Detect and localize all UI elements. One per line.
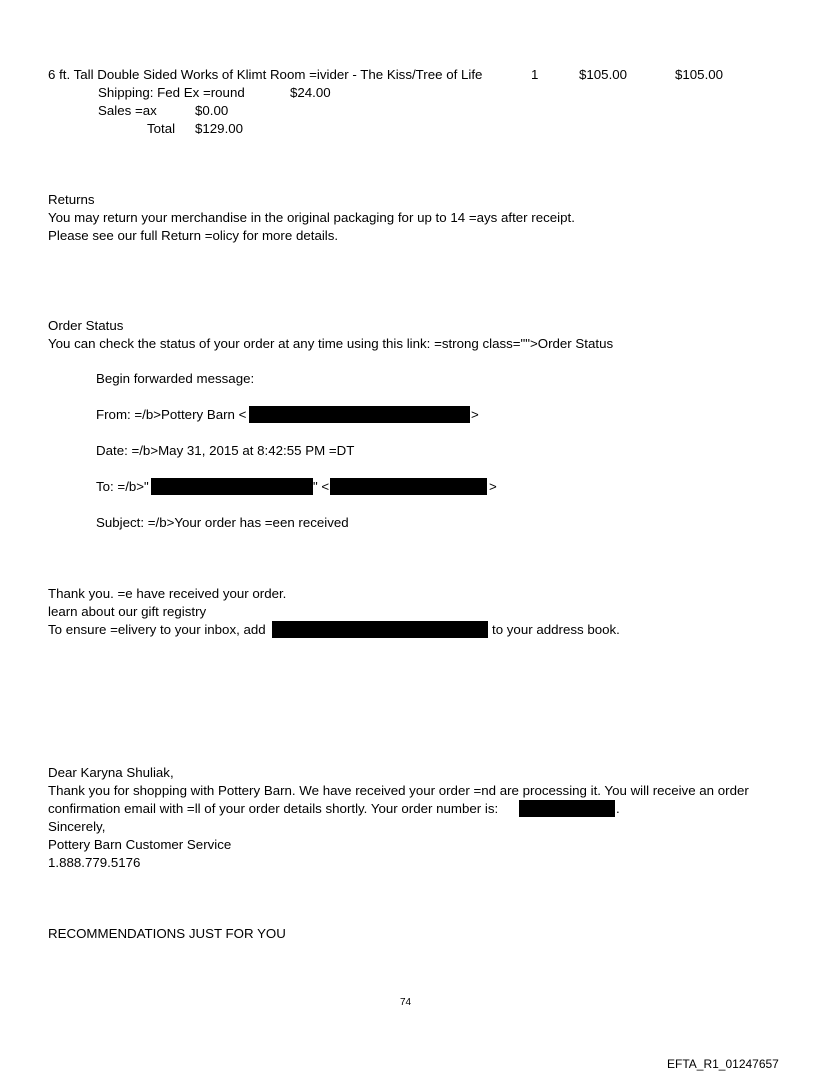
forward-to-prefix: To: =/b>"	[96, 479, 149, 494]
redaction-block	[249, 406, 470, 423]
redaction-block	[519, 800, 615, 817]
order-item-unit-price: $105.00	[579, 67, 628, 82]
forward-subject: Subject: =/b>Your order has =een received	[96, 515, 349, 530]
letter-body-line-1: Thank you for shopping with Pottery Barn. We have received your order =nd are processing it. You will receive an order	[48, 783, 749, 798]
forward-begin: Begin forwarded message:	[96, 371, 255, 386]
order-status-heading: Order Status	[48, 318, 124, 333]
gift-registry-link[interactable]: learn about our gift registry	[48, 604, 207, 619]
forward-from-prefix: From: =/b>Pottery Barn <	[96, 407, 247, 422]
order-item-qty: 1	[531, 67, 539, 82]
ensure-delivery-suffix: to your address book.	[492, 622, 620, 637]
returns-heading: Returns	[48, 192, 95, 207]
shipping-label: Shipping: Fed Ex =round	[98, 85, 245, 100]
total-label: Total	[147, 121, 176, 136]
redaction-block	[272, 621, 488, 638]
letter-phone: 1.888.779.5176	[48, 855, 141, 870]
forward-to-suffix: >	[489, 479, 497, 494]
returns-line-2: Please see our full Return =olicy for more details.	[48, 228, 339, 243]
total-value: $129.00	[195, 121, 244, 136]
redaction-block	[151, 478, 313, 495]
forward-from	[96, 406, 246, 424]
ensure-delivery-prefix: To ensure =elivery to your inbox, add	[48, 622, 266, 637]
letter-closing: Sincerely,	[48, 819, 106, 834]
returns-line-1: You may return your merchandise in the original packaging for up to 14 =ays after receipt.	[48, 210, 575, 225]
order-item-line-total: $105.00	[675, 67, 724, 82]
forward-from-suffix: >	[471, 407, 479, 422]
order-status-line: You can check the status of your order at any time using this link: =strong class="">Order Status	[48, 336, 614, 351]
document-id: EFTA_R1_01247657	[667, 1057, 779, 1071]
order-item-name: 6 ft. Tall Double Sided Works of Klimt Room =ivider - The Kiss/Tree of Life	[48, 67, 483, 82]
tax-label: Sales =ax	[98, 103, 157, 118]
tax-value: $0.00	[195, 103, 229, 118]
forward-to-middle: " <	[313, 479, 330, 494]
letter-body-line-2: confirmation email with =ll of your order details shortly. Your order number is:	[48, 801, 499, 816]
letter-signature: Pottery Barn Customer Service	[48, 837, 232, 852]
letter-greeting: Dear Karyna Shuliak,	[48, 765, 174, 780]
recommendations-heading: RECOMMENDATIONS JUST FOR YOU	[48, 926, 286, 941]
shipping-value: $24.00	[290, 85, 331, 100]
redaction-block	[330, 478, 487, 495]
page-number: 74	[400, 997, 412, 1008]
thanks-line-1: Thank you. =e have received your order.	[48, 586, 287, 601]
letter-body-line-2-end: .	[616, 801, 620, 816]
forward-date: Date: =/b>May 31, 2015 at 8:42:55 PM =DT	[96, 443, 355, 458]
